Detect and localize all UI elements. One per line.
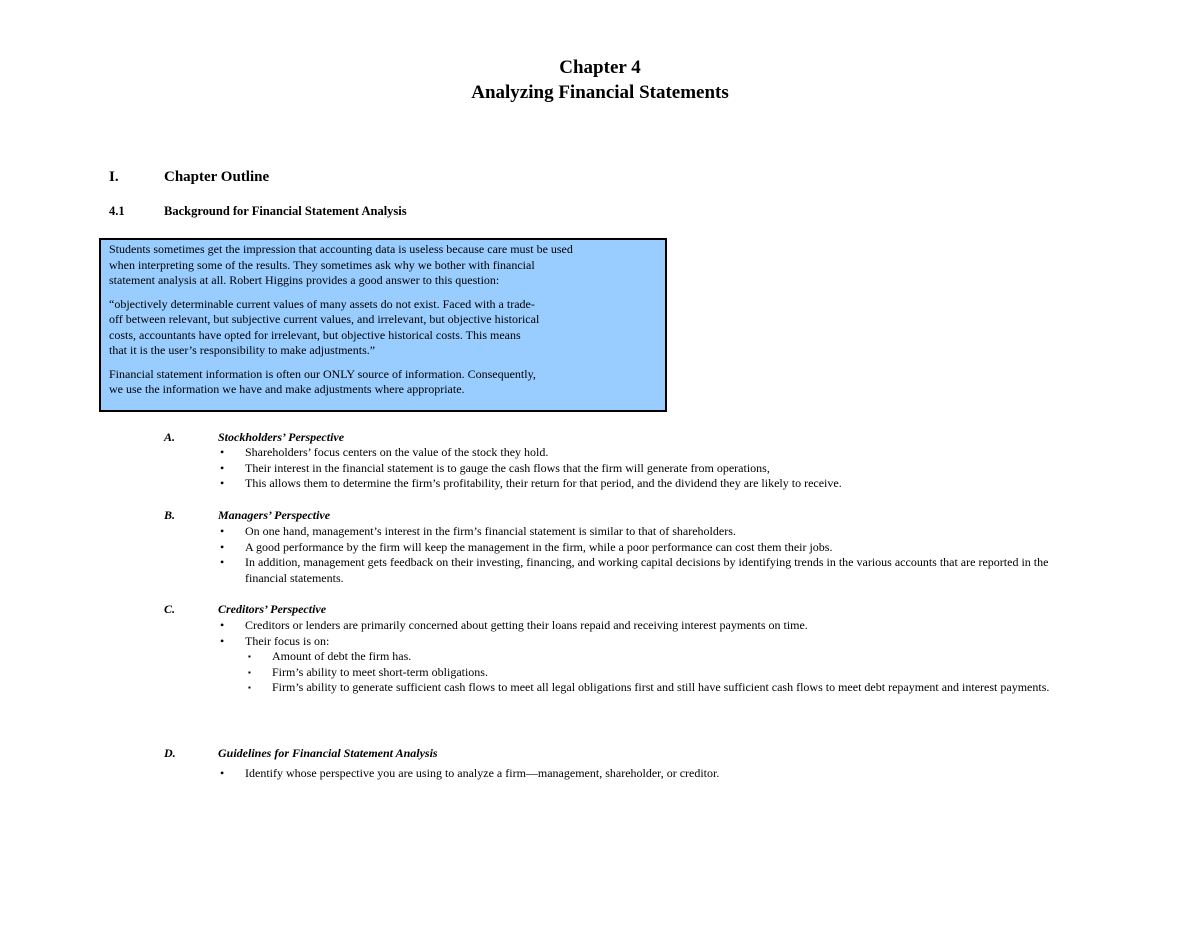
chapter-title: Analyzing Financial Statements (471, 82, 729, 103)
outline-number: I. (109, 169, 119, 185)
bullet-icon: • (220, 618, 225, 632)
list-item: ▪ Amount of debt the firm has. (248, 649, 412, 663)
list-item: • A good performance by the firm will keep the management in the firm, while a poor performance can cost them their jobs. (220, 539, 833, 554)
list-item: • Their focus is on: (220, 633, 330, 648)
section-b-title: Managers’ Perspective (218, 508, 331, 522)
bullet-icon: • (220, 555, 225, 569)
note-paragraph-1: Students sometimes get the impression that accounting data is useless because care must be used when interpreting some of the results. They sometimes ask why we bother with financial statement analysis at all. Robert Higgins provides a good answer to this question: (109, 242, 573, 287)
section-b-letter: B. (164, 508, 176, 522)
list-item: • Shareholders’ focus centers on the value of the stock they hold. (220, 445, 549, 459)
section-4-1-heading: Background for Financial Statement Analysis (164, 204, 407, 218)
list-item: • Creditors or lenders are primarily concerned about getting their loans repaid and receiving interest payments on time. (220, 618, 808, 632)
section-4-1-number: 4.1 (109, 204, 125, 218)
note-paragraph-3: Financial statement information is often our ONLY source of information. Consequently, we use the information we have and make adjustments where appropriate. (109, 366, 536, 396)
outline-heading: Chapter Outline (164, 169, 270, 185)
bullet-icon: • (220, 539, 225, 554)
square-bullet-icon: ▪ (248, 652, 251, 661)
bullet-icon: • (220, 524, 225, 538)
note-box (99, 238, 667, 412)
section-a-list (218, 445, 1118, 492)
bullet-icon: • (220, 633, 225, 648)
square-bullet-icon: ▪ (248, 683, 251, 692)
list-item: • This allows them to determine the firm’s profitability, their return for that period, and the dividend they are likely to receive. (220, 476, 842, 490)
list-item: • Their interest in the financial statement is to gauge the cash flows that the firm will generate from operations, (220, 460, 770, 475)
section-a-title: Stockholders’ Perspective (218, 430, 345, 444)
list-item: ▪ Firm’s ability to generate sufficient cash flows to meet all legal obligations first and still have sufficient cash flows to meet debt repayment and interest payments. (248, 680, 1050, 694)
section-b-list (218, 524, 1088, 586)
list-item: • In addition, management gets feedback on their investing, financing, and working capital decisions by identifying trends in the various accounts that are reported in the financial statements. (220, 555, 1049, 585)
section-c-list (218, 618, 1088, 649)
note-paragraph-2: “objectively determinable current values of many assets do not exist. Faced with a trade- off between relevant, but subjective current values, and irrelevant, but objective historical costs, accountants have opted for irrelevant, but objective historical costs. This means that it is the user’s responsibility to make adjustments.” (109, 296, 540, 357)
list-item: • On one hand, management’s interest in the firm’s financial statement is similar to that of shareholders. (220, 524, 736, 538)
bullet-icon: • (220, 476, 225, 490)
bullet-icon: • (220, 445, 225, 459)
section-d-list (218, 766, 1088, 782)
list-item: ▪ Firm’s ability to meet short-term obligations. (248, 664, 488, 679)
chapter-number: Chapter 4 (559, 57, 641, 78)
section-c-letter: C. (164, 602, 176, 616)
section-c-title: Creditors’ Perspective (218, 602, 327, 616)
section-a-letter: A. (164, 430, 176, 444)
bullet-icon: • (220, 460, 225, 475)
square-bullet-icon: ▪ (248, 667, 251, 677)
section-d-title: Guidelines for Financial Statement Analysis (218, 746, 438, 760)
list-item: • Identify whose perspective you are using to analyze a firm—management, shareholder, or creditor. (220, 766, 720, 780)
section-c-sublist (218, 649, 1068, 696)
bullet-icon: • (220, 766, 225, 780)
section-d-letter: D. (164, 746, 176, 760)
